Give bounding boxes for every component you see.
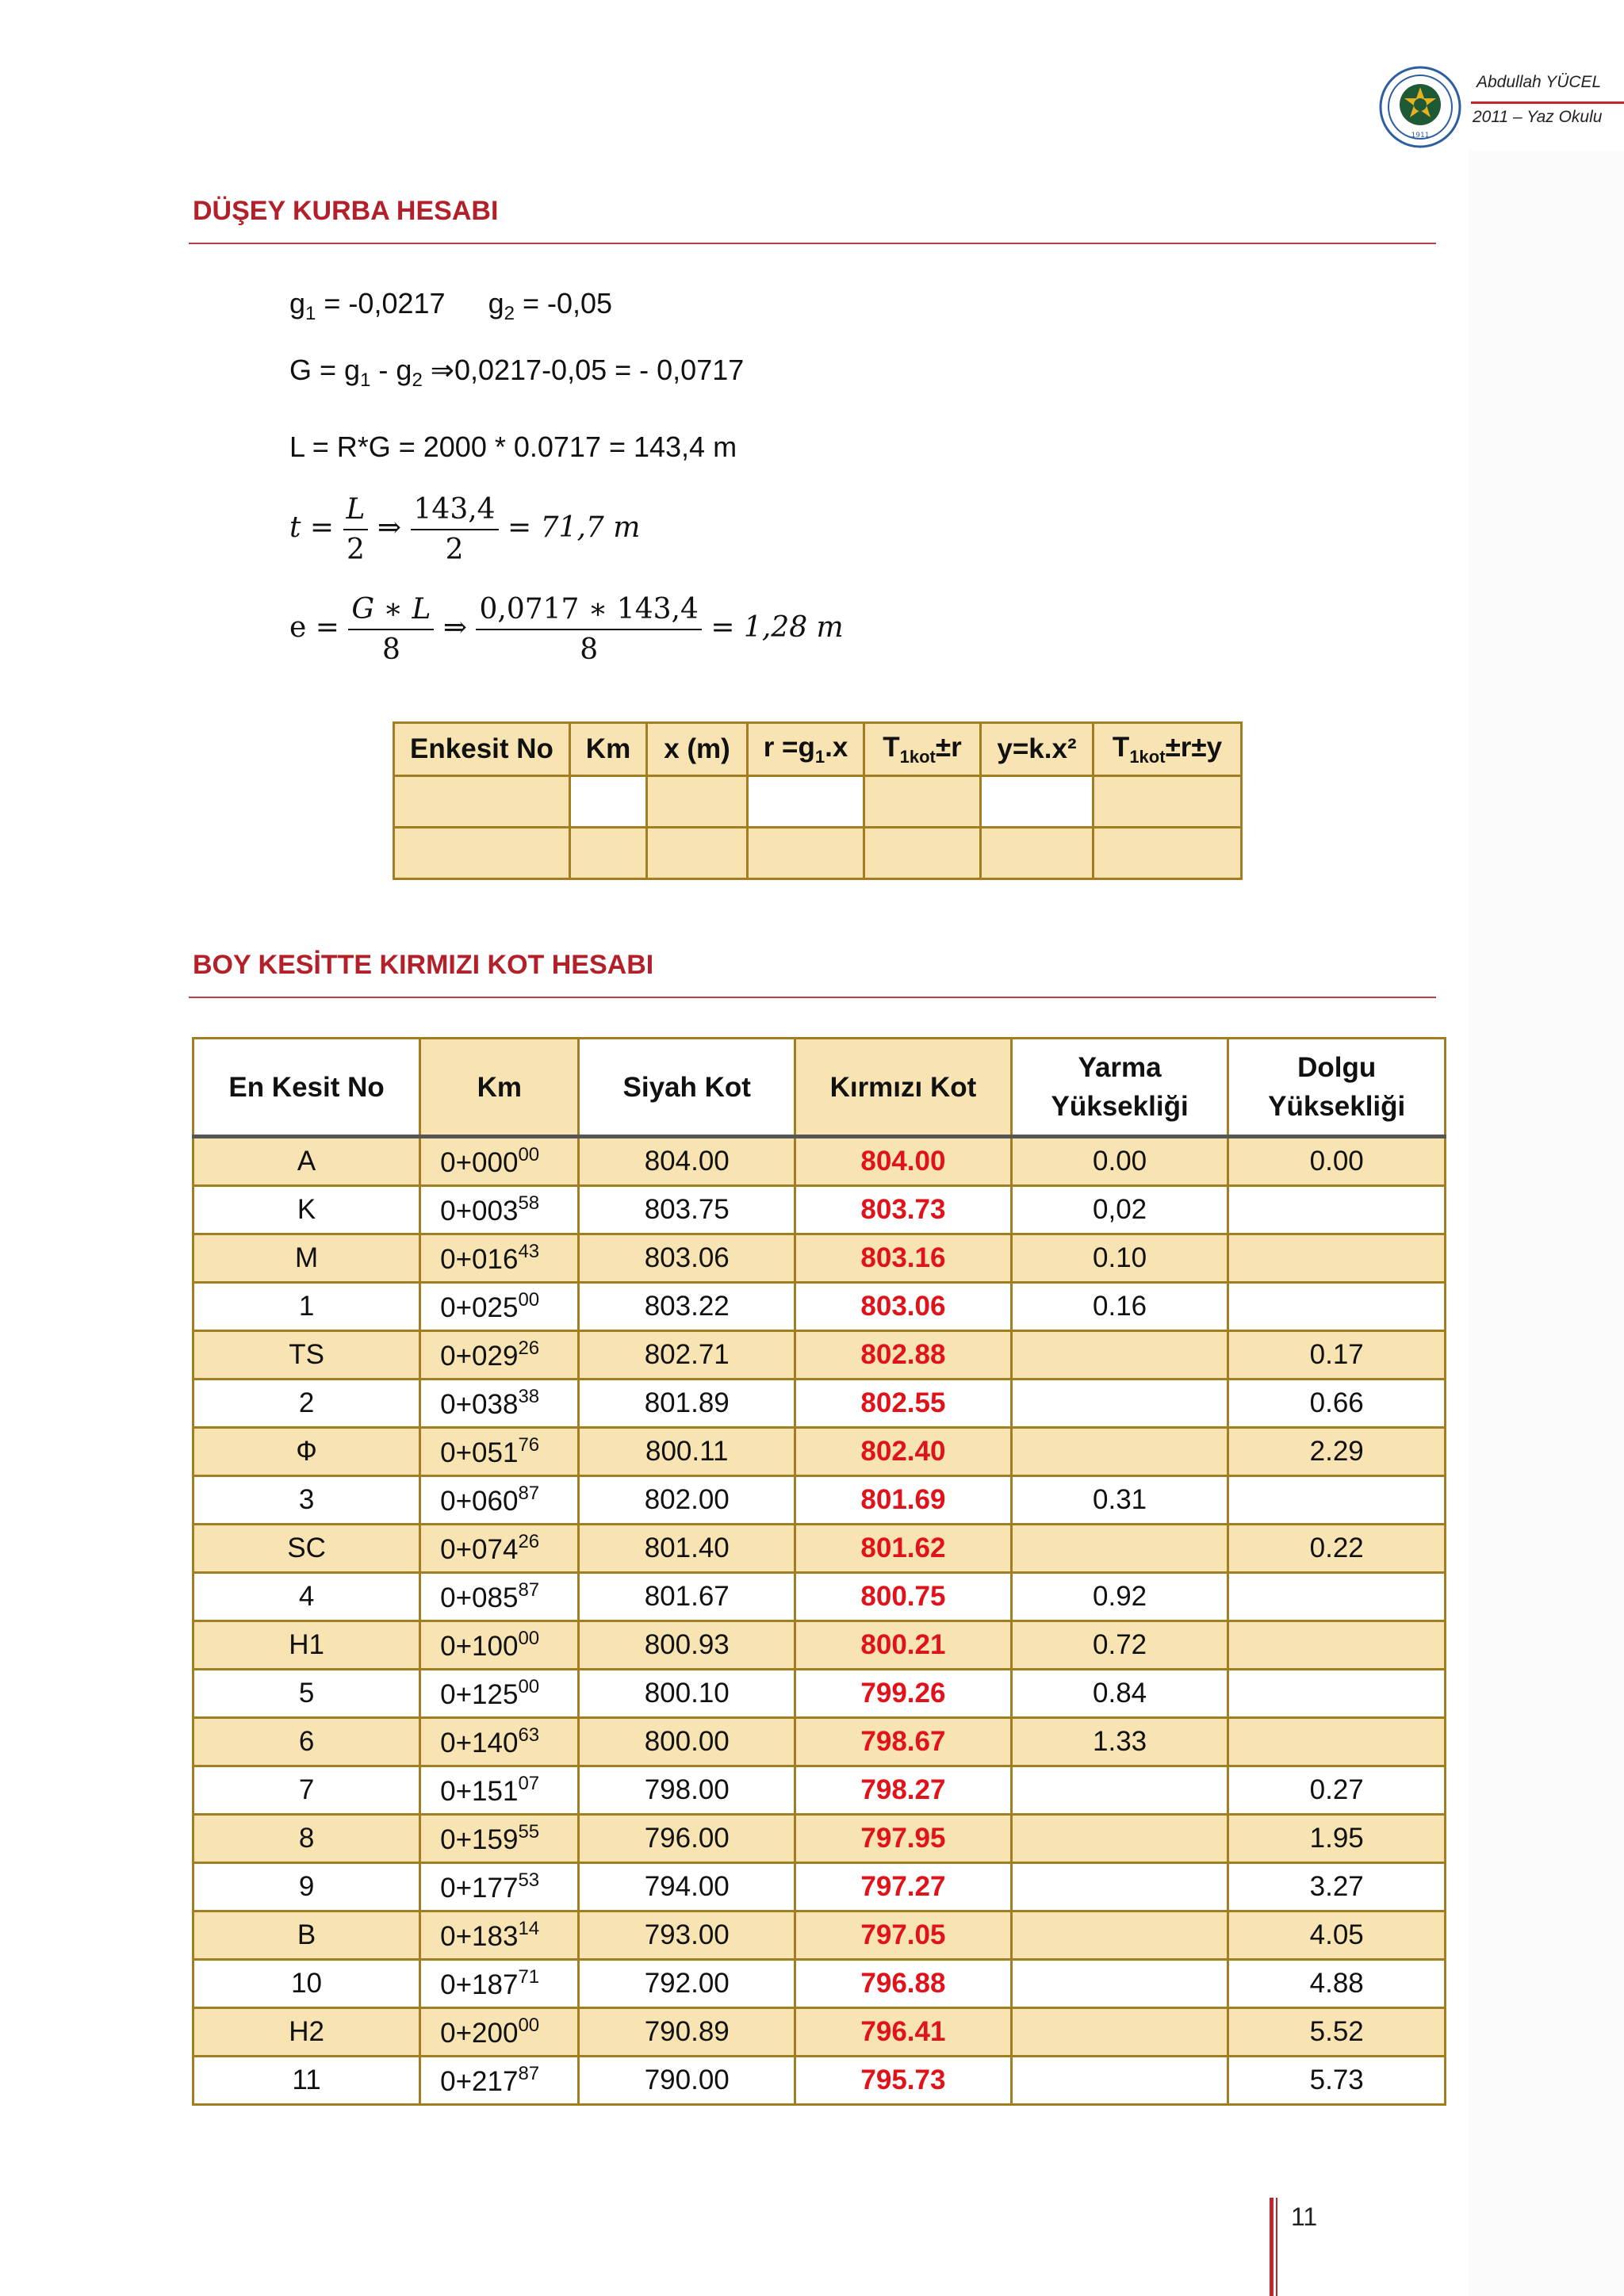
km-superscript: 87 [518, 1483, 540, 1504]
km-value: 0+085 [440, 1582, 519, 1613]
km-superscript: 87 [518, 2063, 540, 2084]
table-row [193, 1428, 1446, 1476]
section-rule [189, 997, 1436, 998]
cell-siyah-kot: 798.00 [579, 1766, 795, 1815]
cell-dolgu: 4.05 [1228, 1911, 1446, 1960]
cell-dolgu: 0.66 [1228, 1380, 1446, 1428]
table-row [193, 1960, 1446, 2008]
cell-dolgu [1228, 1573, 1446, 1621]
cell-yarma [1011, 1766, 1228, 1815]
cell-dolgu: 5.73 [1228, 2057, 1446, 2105]
cell-kirmizi-kot: 798.27 [795, 1766, 1012, 1815]
km-superscript: 43 [518, 1241, 540, 1262]
km-superscript: 00 [518, 1289, 540, 1311]
cell-yarma: 0.84 [1011, 1670, 1228, 1718]
table-row [193, 1621, 1446, 1670]
km-value: 0+051 [440, 1437, 519, 1468]
header-divider [1471, 101, 1624, 104]
cell-en-kesit-no: Ф [193, 1428, 420, 1476]
cell-yarma: 1.33 [1011, 1718, 1228, 1766]
cell-dolgu: 2.29 [1228, 1428, 1446, 1476]
cell-kirmizi-kot: 800.75 [795, 1573, 1012, 1621]
cell-yarma [1011, 1960, 1228, 2008]
cell-kirmizi-kot: 799.26 [795, 1670, 1012, 1718]
cell-en-kesit-no: 3 [193, 1476, 420, 1525]
cell-siyah-kot: 801.40 [579, 1525, 795, 1573]
table-cell [981, 776, 1094, 828]
cell-siyah-kot: 790.00 [579, 2057, 795, 2105]
km-value: 0+074 [440, 1534, 519, 1565]
cell-km [420, 1960, 579, 2008]
table-row [193, 1186, 1446, 1234]
cell-en-kesit-no: 5 [193, 1670, 420, 1718]
km-value: 0+016 [440, 1244, 519, 1275]
cell-km [420, 1525, 579, 1573]
table-row [193, 2008, 1446, 2057]
cell-yarma: 0.92 [1011, 1573, 1228, 1621]
cell-siyah-kot: 803.75 [579, 1186, 795, 1234]
col-kirmizi-kot: Kırmızı Kot [795, 1039, 1012, 1137]
col-x: x (m) [647, 723, 748, 776]
margin-shade [1469, 151, 1624, 2296]
section-title-red-elevation: BOY KESİTTE KIRMIZI KOT HESABI [193, 950, 654, 980]
G-formula-line: $G = g_1 - g_2$ ⇒0,0217-0,05 = - 0,0717 [289, 354, 745, 392]
km-value: 0+025 [440, 1292, 519, 1323]
table-header-row [193, 1039, 1446, 1137]
cell-en-kesit-no: 8 [193, 1815, 420, 1863]
table-row [193, 1234, 1446, 1283]
cell-kirmizi-kot: 798.67 [795, 1718, 1012, 1766]
cell-kirmizi-kot: 803.16 [795, 1234, 1012, 1283]
col-en-kesit-no: En Kesit No [193, 1039, 420, 1137]
cell-yarma: 0.72 [1011, 1621, 1228, 1670]
km-value: 0+217 [440, 2066, 519, 2097]
cell-en-kesit-no: 7 [193, 1766, 420, 1815]
cell-en-kesit-no: SC [193, 1525, 420, 1573]
L-formula-line: L = R*G = 2000 * 0.0717 = 143,4 m [289, 430, 737, 463]
cell-km [420, 1815, 579, 1863]
km-value: 0+060 [440, 1486, 519, 1517]
cell-siyah-kot: 803.22 [579, 1283, 795, 1331]
table-cell [394, 828, 570, 879]
cell-kirmizi-kot: 800.21 [795, 1621, 1012, 1670]
cell-kirmizi-kot: 796.88 [795, 1960, 1012, 2008]
cell-siyah-kot: 796.00 [579, 1815, 795, 1863]
cell-yarma [1011, 1525, 1228, 1573]
table-cell [570, 776, 647, 828]
cell-siyah-kot: 800.00 [579, 1718, 795, 1766]
km-value: 0+187 [440, 1969, 519, 2000]
cell-siyah-kot: 801.89 [579, 1380, 795, 1428]
col-yarma: Yarma Yüksekliği [1011, 1039, 1228, 1137]
km-value: 0+200 [440, 2018, 519, 2049]
km-superscript: 26 [518, 1531, 540, 1552]
cell-km [420, 1766, 579, 1815]
km-superscript: 38 [518, 1386, 540, 1407]
col-t1kot-r-y: $T_{1kot}\pm r\pm y$ [1094, 723, 1242, 776]
table-row [193, 1815, 1446, 1863]
table-cell [647, 776, 748, 828]
cell-kirmizi-kot: 804.00 [795, 1137, 1012, 1186]
cell-dolgu [1228, 1234, 1446, 1283]
km-superscript: 14 [518, 1918, 540, 1939]
cell-dolgu: 1.95 [1228, 1815, 1446, 1863]
col-km: Km [570, 723, 647, 776]
cell-siyah-kot: 804.00 [579, 1137, 795, 1186]
cell-siyah-kot: 800.93 [579, 1621, 795, 1670]
table-cell [748, 776, 864, 828]
cell-km [420, 1476, 579, 1525]
cell-yarma: 0.16 [1011, 1283, 1228, 1331]
cell-km [420, 1718, 579, 1766]
km-superscript: 53 [518, 1869, 540, 1891]
cell-en-kesit-no: 6 [193, 1718, 420, 1766]
cell-km [420, 1380, 579, 1428]
cell-km [420, 2008, 579, 2057]
cell-kirmizi-kot: 801.69 [795, 1476, 1012, 1525]
km-superscript: 58 [518, 1192, 540, 1214]
col-siyah-kot: Siyah Kot [579, 1039, 795, 1137]
table-cell [1094, 828, 1242, 879]
t-fraction-2: $\frac{143,4}{2}$ [411, 493, 499, 566]
cell-en-kesit-no: TS [193, 1331, 420, 1380]
cell-siyah-kot: 802.71 [579, 1331, 795, 1380]
e-fraction-1: $\frac{G ∗ L}{8}$ [348, 593, 434, 666]
table-row [193, 1670, 1446, 1718]
vertical-curve-table [393, 721, 1243, 880]
header-author: Abdullah YÜCEL [1477, 73, 1602, 91]
cell-en-kesit-no: 10 [193, 1960, 420, 2008]
cell-dolgu [1228, 1476, 1446, 1525]
cell-yarma [1011, 2008, 1228, 2057]
section-rule [189, 243, 1436, 244]
km-superscript: 00 [518, 2015, 540, 2036]
table-row [394, 828, 1242, 879]
km-value: 0+003 [440, 1196, 519, 1226]
footer-bar-thin [1276, 2198, 1277, 2296]
table-cell [570, 828, 647, 879]
cell-yarma [1011, 1380, 1228, 1428]
cell-dolgu: 0.17 [1228, 1331, 1446, 1380]
cell-yarma: 0.00 [1011, 1137, 1228, 1186]
table-row [193, 1331, 1446, 1380]
cell-yarma [1011, 1911, 1228, 1960]
footer-bar [1270, 2198, 1274, 2296]
table-row [193, 1283, 1446, 1331]
km-value: 0+183 [440, 1921, 519, 1952]
page-number: 11 [1291, 2202, 1318, 2231]
e-formula: e = $\frac{G ∗ L}{8}$ ⇒ $\frac{0,0717 ∗ 143,4}{8}$ = 1,28 m [289, 593, 844, 666]
cell-siyah-kot: 803.06 [579, 1234, 795, 1283]
cell-siyah-kot: 800.10 [579, 1670, 795, 1718]
cell-yarma: 0,02 [1011, 1186, 1228, 1234]
cell-dolgu [1228, 1283, 1446, 1331]
cell-yarma: 0.31 [1011, 1476, 1228, 1525]
table-cell [864, 776, 981, 828]
cell-kirmizi-kot: 803.06 [795, 1283, 1012, 1331]
cell-kirmizi-kot: 797.27 [795, 1863, 1012, 1911]
km-value: 0+038 [440, 1389, 519, 1420]
cell-en-kesit-no: B [193, 1911, 420, 1960]
table-header-row [394, 723, 1242, 776]
cell-siyah-kot: 792.00 [579, 1960, 795, 2008]
cell-en-kesit-no: 4 [193, 1573, 420, 1621]
col-dolgu: Dolgu Yüksekliği [1228, 1039, 1446, 1137]
university-logo [1378, 65, 1462, 149]
table-cell [1094, 776, 1242, 828]
cell-en-kesit-no: 2 [193, 1380, 420, 1428]
cell-en-kesit-no: 9 [193, 1863, 420, 1911]
section-title-vertical-curve: DÜŞEY KURBA HESABI [193, 196, 499, 226]
km-superscript: 63 [518, 1724, 540, 1746]
cell-km [420, 1573, 579, 1621]
cell-yarma [1011, 1863, 1228, 1911]
cell-km [420, 1428, 579, 1476]
cell-dolgu [1228, 1621, 1446, 1670]
cell-km [420, 1283, 579, 1331]
table-row [193, 1137, 1446, 1186]
header-course: 2011 – Yaz Okulu [1473, 108, 1603, 126]
col-t1kot-r: $T_{1kot}\pm r$ [864, 723, 981, 776]
cell-km [420, 1137, 579, 1186]
cell-siyah-kot: 800.11 [579, 1428, 795, 1476]
km-superscript: 00 [518, 1628, 540, 1649]
km-value: 0+000 [440, 1147, 519, 1178]
cell-yarma [1011, 1428, 1228, 1476]
cell-kirmizi-kot: 795.73 [795, 2057, 1012, 2105]
cell-en-kesit-no: M [193, 1234, 420, 1283]
km-value: 0+100 [440, 1631, 519, 1662]
cell-km [420, 1863, 579, 1911]
table-cell [981, 828, 1094, 879]
col-enkesit: Enkesit No [394, 723, 570, 776]
e-fraction-2: $\frac{0,0717 ∗ 143,4}{8}$ [476, 593, 701, 666]
cell-km [420, 1234, 579, 1283]
km-value: 0+125 [440, 1679, 519, 1710]
km-value: 0+140 [440, 1728, 519, 1758]
km-superscript: 07 [518, 1773, 540, 1794]
table-row [193, 1525, 1446, 1573]
cell-dolgu: 5.52 [1228, 2008, 1446, 2057]
cell-kirmizi-kot: 803.73 [795, 1186, 1012, 1234]
cell-kirmizi-kot: 797.95 [795, 1815, 1012, 1863]
km-superscript: 00 [518, 1676, 540, 1697]
cell-km [420, 1186, 579, 1234]
col-r: $r =g_1.x$ [748, 723, 864, 776]
t-formula: t = $\frac{L}{2}$ ⇒ $\frac{143,4}{2}$ = 71,7 m [289, 493, 641, 566]
cell-kirmizi-kot: 802.40 [795, 1428, 1012, 1476]
cell-kirmizi-kot: 797.05 [795, 1911, 1012, 1960]
cell-en-kesit-no: H1 [193, 1621, 420, 1670]
table-row [193, 1573, 1446, 1621]
cell-km [420, 1670, 579, 1718]
cell-dolgu: 4.88 [1228, 1960, 1446, 2008]
km-value: 0+177 [440, 1873, 519, 1904]
table-row [394, 776, 1242, 828]
table-body [193, 1137, 1446, 2105]
km-superscript: 55 [518, 1821, 540, 1843]
cell-km [420, 1621, 579, 1670]
g-values-line: $g_1 = -0,0217$ $g_2 = -0,05$ [289, 287, 613, 325]
cell-siyah-kot: 802.00 [579, 1476, 795, 1525]
cell-siyah-kot: 793.00 [579, 1911, 795, 1960]
table-row [193, 1766, 1446, 1815]
cell-yarma [1011, 2057, 1228, 2105]
cell-kirmizi-kot: 796.41 [795, 2008, 1012, 2057]
cell-yarma [1011, 1815, 1228, 1863]
table-row [193, 1863, 1446, 1911]
cell-dolgu [1228, 1186, 1446, 1234]
cell-dolgu: 0.00 [1228, 1137, 1446, 1186]
svg-text:1911: 1911 [1411, 132, 1430, 140]
table-cell [647, 828, 748, 879]
col-y: y=k.x² [981, 723, 1094, 776]
cell-en-kesit-no: 11 [193, 2057, 420, 2105]
cell-km [420, 1331, 579, 1380]
table-cell [748, 828, 864, 879]
table-row [193, 1476, 1446, 1525]
table-row [193, 1911, 1446, 1960]
cell-dolgu: 0.22 [1228, 1525, 1446, 1573]
cell-kirmizi-kot: 801.62 [795, 1525, 1012, 1573]
cell-siyah-kot: 790.89 [579, 2008, 795, 2057]
km-value: 0+159 [440, 1824, 519, 1855]
cell-siyah-kot: 801.67 [579, 1573, 795, 1621]
cell-dolgu [1228, 1718, 1446, 1766]
cell-kirmizi-kot: 802.88 [795, 1331, 1012, 1380]
cell-yarma: 0.10 [1011, 1234, 1228, 1283]
cell-en-kesit-no: 1 [193, 1283, 420, 1331]
cell-km [420, 1911, 579, 1960]
table-row [193, 2057, 1446, 2105]
km-superscript: 87 [518, 1579, 540, 1601]
cell-kirmizi-kot: 802.55 [795, 1380, 1012, 1428]
cell-en-kesit-no: A [193, 1137, 420, 1186]
red-elevation-table [192, 1037, 1446, 2106]
cell-dolgu [1228, 1670, 1446, 1718]
km-superscript: 71 [518, 1966, 540, 1988]
km-superscript: 00 [518, 1144, 540, 1165]
cell-dolgu: 0.27 [1228, 1766, 1446, 1815]
cell-siyah-kot: 794.00 [579, 1863, 795, 1911]
table-cell [864, 828, 981, 879]
km-superscript: 76 [518, 1434, 540, 1456]
km-value: 0+029 [440, 1341, 519, 1372]
km-superscript: 26 [518, 1337, 540, 1359]
cell-en-kesit-no: K [193, 1186, 420, 1234]
table-row [193, 1718, 1446, 1766]
km-value: 0+151 [440, 1776, 519, 1807]
col-km: Km [420, 1039, 579, 1137]
cell-yarma [1011, 1331, 1228, 1380]
table-row [193, 1380, 1446, 1428]
cell-km [420, 2057, 579, 2105]
t-fraction-1: $\frac{L}{2}$ [343, 493, 369, 566]
table-cell [394, 776, 570, 828]
cell-dolgu: 3.27 [1228, 1863, 1446, 1911]
cell-en-kesit-no: H2 [193, 2008, 420, 2057]
